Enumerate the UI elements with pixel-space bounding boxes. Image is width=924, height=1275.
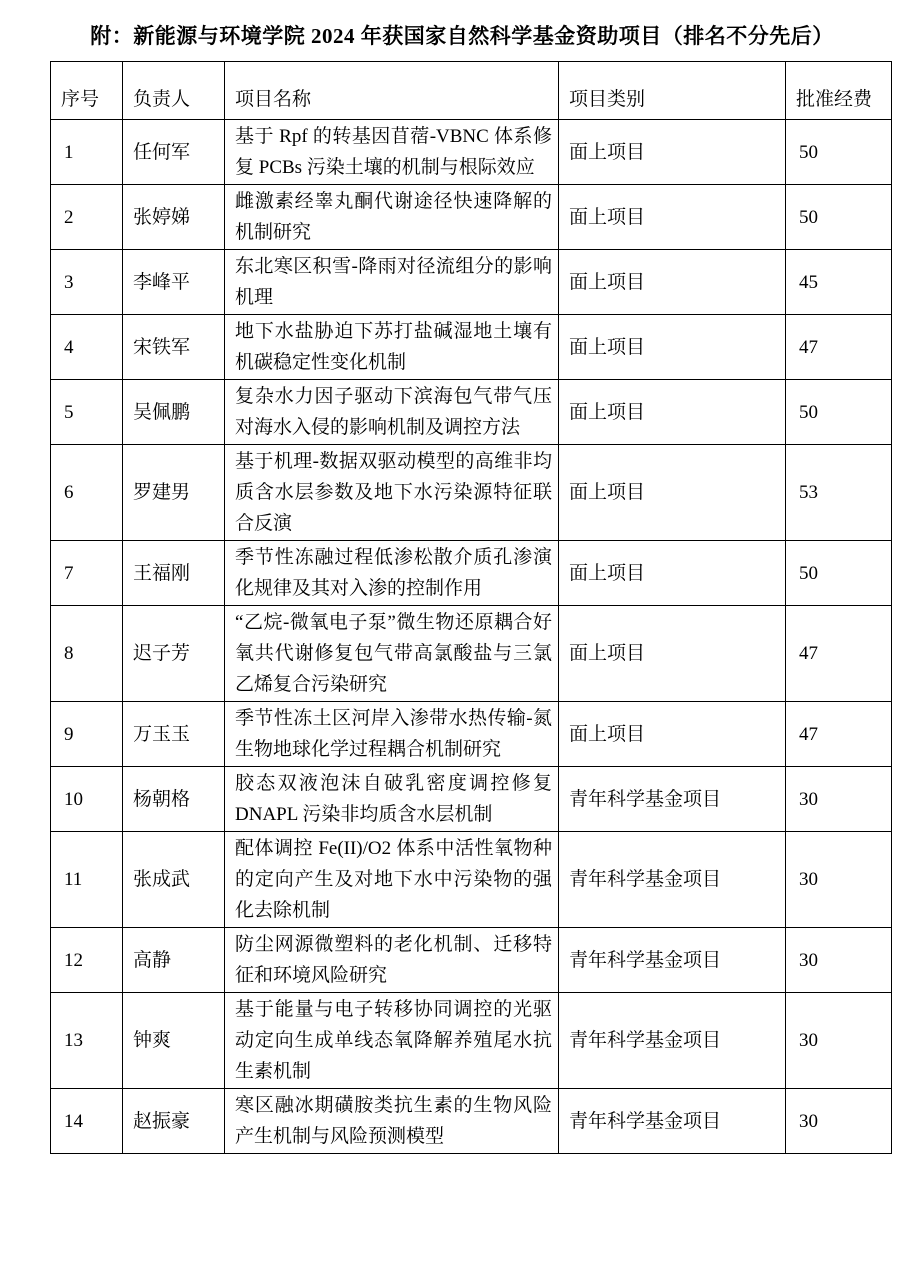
cell-approved-fund: 30 (786, 928, 892, 993)
cell-project-title: 基于能量与电子转移协同调控的光驱动定向生成单线态氧降解养殖尾水抗生素机制 (225, 993, 559, 1089)
cell-serial-number: 3 (51, 250, 123, 315)
header-fund: 批准经费 (786, 62, 892, 120)
table-row (51, 185, 892, 250)
cell-approved-fund: 50 (786, 380, 892, 445)
cell-serial-number: 11 (51, 832, 123, 928)
table-row (51, 120, 892, 185)
cell-project-type: 面上项目 (559, 445, 786, 541)
cell-approved-fund: 50 (786, 120, 892, 185)
cell-project-title: 寒区融冰期磺胺类抗生素的生物风险产生机制与风险预测模型 (225, 1089, 559, 1154)
cell-project-title: 复杂水力因子驱动下滨海包气带气压对海水入侵的影响机制及调控方法 (225, 380, 559, 445)
cell-project-title: 胶态双液泡沫自破乳密度调控修复 DNAPL 污染非均质含水层机制 (225, 767, 559, 832)
cell-approved-fund: 47 (786, 315, 892, 380)
cell-project-type: 面上项目 (559, 606, 786, 702)
cell-project-type: 青年科学基金项目 (559, 928, 786, 993)
cell-leader-name: 宋铁军 (123, 315, 225, 380)
cell-project-title: 季节性冻土区河岸入渗带水热传输-氮生物地球化学过程耦合机制研究 (225, 702, 559, 767)
cell-project-type: 面上项目 (559, 541, 786, 606)
cell-leader-name: 高静 (123, 928, 225, 993)
cell-serial-number: 5 (51, 380, 123, 445)
cell-serial-number: 1 (51, 120, 123, 185)
cell-leader-name: 迟子芳 (123, 606, 225, 702)
cell-leader-name: 罗建男 (123, 445, 225, 541)
cell-project-title: 基于机理-数据双驱动模型的高维非均质含水层参数及地下水污染源特征联合反演 (225, 445, 559, 541)
cell-serial-number: 6 (51, 445, 123, 541)
cell-project-title: 季节性冻融过程低渗松散介质孔渗演化规律及其对入渗的控制作用 (225, 541, 559, 606)
table-header (51, 62, 892, 120)
cell-leader-name: 张婷娣 (123, 185, 225, 250)
cell-approved-fund: 53 (786, 445, 892, 541)
header-category: 项目类别 (559, 62, 786, 120)
table-row (51, 832, 892, 928)
cell-leader-name: 李峰平 (123, 250, 225, 315)
table-row (51, 315, 892, 380)
cell-serial-number: 14 (51, 1089, 123, 1154)
table-row (51, 541, 892, 606)
cell-leader-name: 吴佩鹏 (123, 380, 225, 445)
cell-approved-fund: 45 (786, 250, 892, 315)
cell-project-title: 东北寒区积雪-降雨对径流组分的影响机理 (225, 250, 559, 315)
cell-project-type: 面上项目 (559, 702, 786, 767)
cell-project-type: 青年科学基金项目 (559, 1089, 786, 1154)
cell-serial-number: 10 (51, 767, 123, 832)
cell-approved-fund: 47 (786, 606, 892, 702)
cell-leader-name: 钟爽 (123, 993, 225, 1089)
header-row (51, 62, 892, 120)
cell-approved-fund: 30 (786, 767, 892, 832)
funding-table (50, 61, 892, 1154)
cell-approved-fund: 47 (786, 702, 892, 767)
cell-serial-number: 9 (51, 702, 123, 767)
table-row (51, 702, 892, 767)
cell-project-type: 面上项目 (559, 380, 786, 445)
header-no: 序号 (51, 62, 123, 120)
header-leader: 负责人 (123, 62, 225, 120)
cell-project-type: 青年科学基金项目 (559, 993, 786, 1089)
cell-approved-fund: 30 (786, 1089, 892, 1154)
cell-approved-fund: 50 (786, 185, 892, 250)
header-project: 项目名称 (225, 62, 559, 120)
cell-project-type: 面上项目 (559, 185, 786, 250)
page-title: 附：新能源与环境学院 2024 年获国家自然科学基金资助项目（排名不分先后） (90, 24, 834, 48)
cell-serial-number: 2 (51, 185, 123, 250)
cell-project-title: 防尘网源微塑料的老化机制、迁移特征和环境风险研究 (225, 928, 559, 993)
cell-project-type: 面上项目 (559, 315, 786, 380)
cell-project-title: 雌激素经睾丸酮代谢途径快速降解的机制研究 (225, 185, 559, 250)
table-row (51, 445, 892, 541)
cell-leader-name: 杨朝格 (123, 767, 225, 832)
cell-approved-fund: 30 (786, 993, 892, 1089)
table-row (51, 993, 892, 1089)
cell-project-type: 面上项目 (559, 120, 786, 185)
cell-leader-name: 赵振豪 (123, 1089, 225, 1154)
cell-serial-number: 4 (51, 315, 123, 380)
cell-project-type: 面上项目 (559, 250, 786, 315)
cell-leader-name: 王福刚 (123, 541, 225, 606)
cell-leader-name: 张成武 (123, 832, 225, 928)
table-body (51, 120, 892, 1154)
cell-serial-number: 8 (51, 606, 123, 702)
table-row (51, 250, 892, 315)
cell-project-title: 地下水盐胁迫下苏打盐碱湿地土壤有机碳稳定性变化机制 (225, 315, 559, 380)
cell-leader-name: 万玉玉 (123, 702, 225, 767)
cell-approved-fund: 50 (786, 541, 892, 606)
cell-serial-number: 13 (51, 993, 123, 1089)
table-row (51, 606, 892, 702)
table-row (51, 767, 892, 832)
cell-project-title: “乙烷-微氧电子泵”微生物还原耦合好氧共代谢修复包气带高氯酸盐与三氯乙烯复合污染研究 (225, 606, 559, 702)
table-row (51, 928, 892, 993)
cell-serial-number: 12 (51, 928, 123, 993)
cell-project-title: 基于 Rpf 的转基因苜蓿-VBNC 体系修复 PCBs 污染土壤的机制与根际效应 (225, 120, 559, 185)
cell-leader-name: 任何军 (123, 120, 225, 185)
cell-project-title: 配体调控 Fe(II)/O2 体系中活性氧物种的定向产生及对地下水中污染物的强化去除机制 (225, 832, 559, 928)
cell-project-type: 青年科学基金项目 (559, 832, 786, 928)
cell-approved-fund: 30 (786, 832, 892, 928)
cell-project-type: 青年科学基金项目 (559, 767, 786, 832)
table-row (51, 380, 892, 445)
cell-serial-number: 7 (51, 541, 123, 606)
table-row (51, 1089, 892, 1154)
